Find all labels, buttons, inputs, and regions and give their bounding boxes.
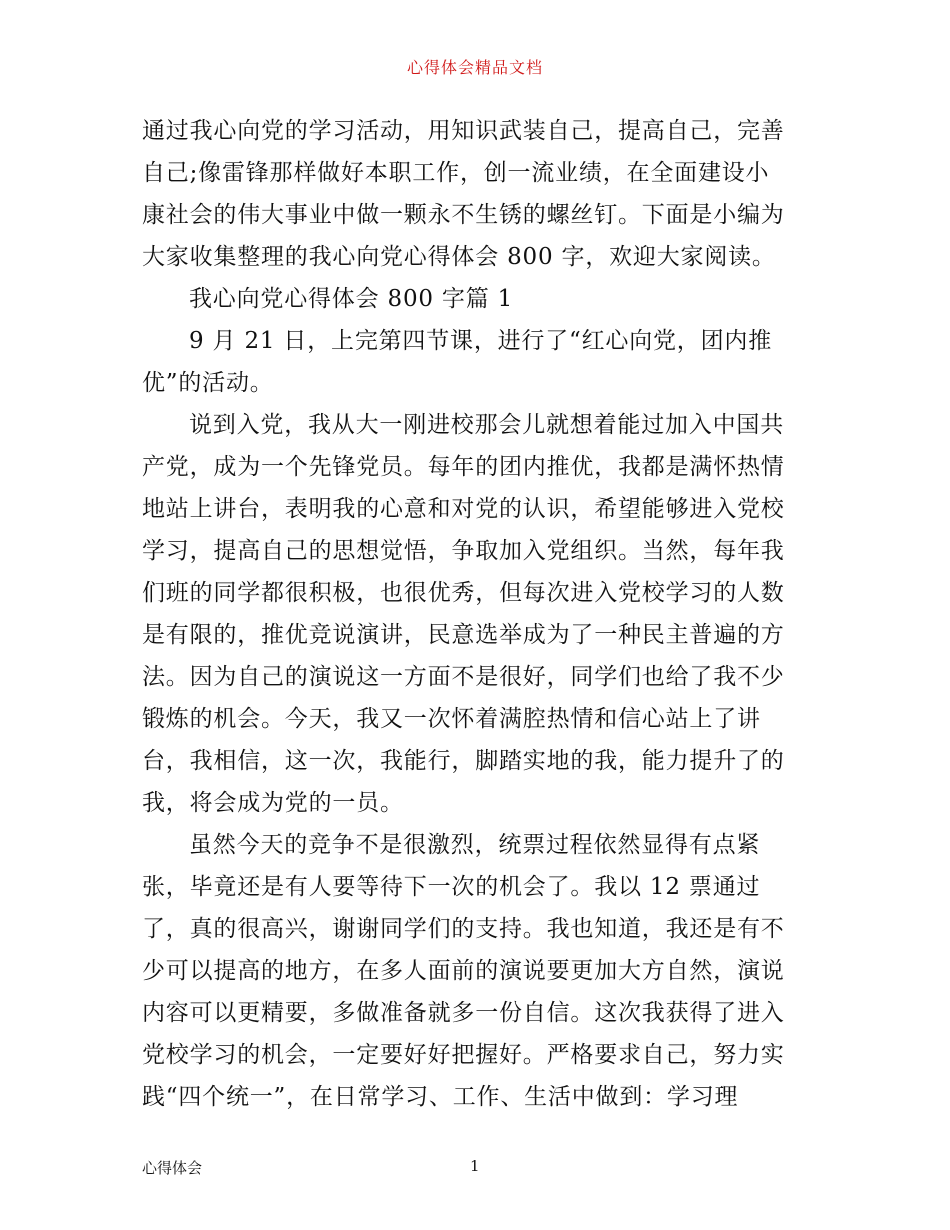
page-number: 1 [470,1157,480,1175]
text-line: 优”的活动。 [142,370,274,396]
text-line: 我，将会成为党的一员。 [142,790,404,816]
document-body [142,110,822,1118]
text-line: 9 月 21 日，上完第四节课，进行了“红心向党，团内推 [189,328,772,354]
text-line: 张，毕竟还是有人要等待下一次的机会了。我以 12 票通过 [142,874,761,900]
text-line: 通过我心向党的学习活动，用知识武装自己，提高自己，完善 [142,118,785,144]
text-line: 少可以提高的地方，在多人面前的演说要更加大方自然，演说 [142,958,785,984]
text-line: 们班的同学都很积极，也很优秀，但每次进入党校学习的人数 [142,580,785,606]
text-line: 产党，成为一个先锋党员。每年的团内推优，我都是满怀热情 [142,454,785,480]
text-line: 是有限的，推优竞说演讲，民意选举成为了一种民主普遍的方 [142,622,785,648]
text-line: 学习，提高自己的思想觉悟，争取加入党组织。当然，每年我 [142,538,785,564]
text-line: 康社会的伟大事业中做一颗永不生锈的螺丝钉。下面是小编为 [142,202,785,228]
text-line: 台，我相信，这一次，我能行，脚踏实地的我，能力提升了的 [142,748,785,774]
document-header-title: 心得体会精品文档 [406,58,543,77]
text-line: 内容可以更精要，多做准备就多一份自信。这次我获得了进入 [142,1000,785,1026]
text-line: 践“四个统一”，在日常学习、工作、生活中做到：学习理 [142,1084,739,1110]
text-line: 说到入党，我从大一刚进校那会儿就想着能过加入中国共 [189,412,784,438]
text-line: 我心向党心得体会 800 字篇 1 [189,286,514,312]
text-line: 自己;像雷锋那样做好本职工作，创一流业绩，在全面建设小 [142,160,770,186]
text-line: 法。因为自己的演说这一方面不是很好，同学们也给了我不少 [142,664,785,690]
text-line: 了，真的很高兴，谢谢同学们的支持。我也知道，我还是有不 [142,916,785,942]
text-line: 锻炼的机会。今天，我又一次怀着满腔热情和信心站上了讲 [142,706,761,732]
text-line: 地站上讲台，表明我的心意和对党的认识，希望能够进入党校 [142,496,785,522]
text-line: 虽然今天的竞争不是很激烈，统票过程依然显得有点紧 [189,832,761,858]
text-line: 党校学习的机会，一定要好好把握好。严格要求自己，努力实 [142,1042,785,1068]
footer-label: 心得体会 [142,1159,203,1177]
text-line: 大家收集整理的我心向党心得体会 800 字，欢迎大家阅读。 [142,244,776,270]
